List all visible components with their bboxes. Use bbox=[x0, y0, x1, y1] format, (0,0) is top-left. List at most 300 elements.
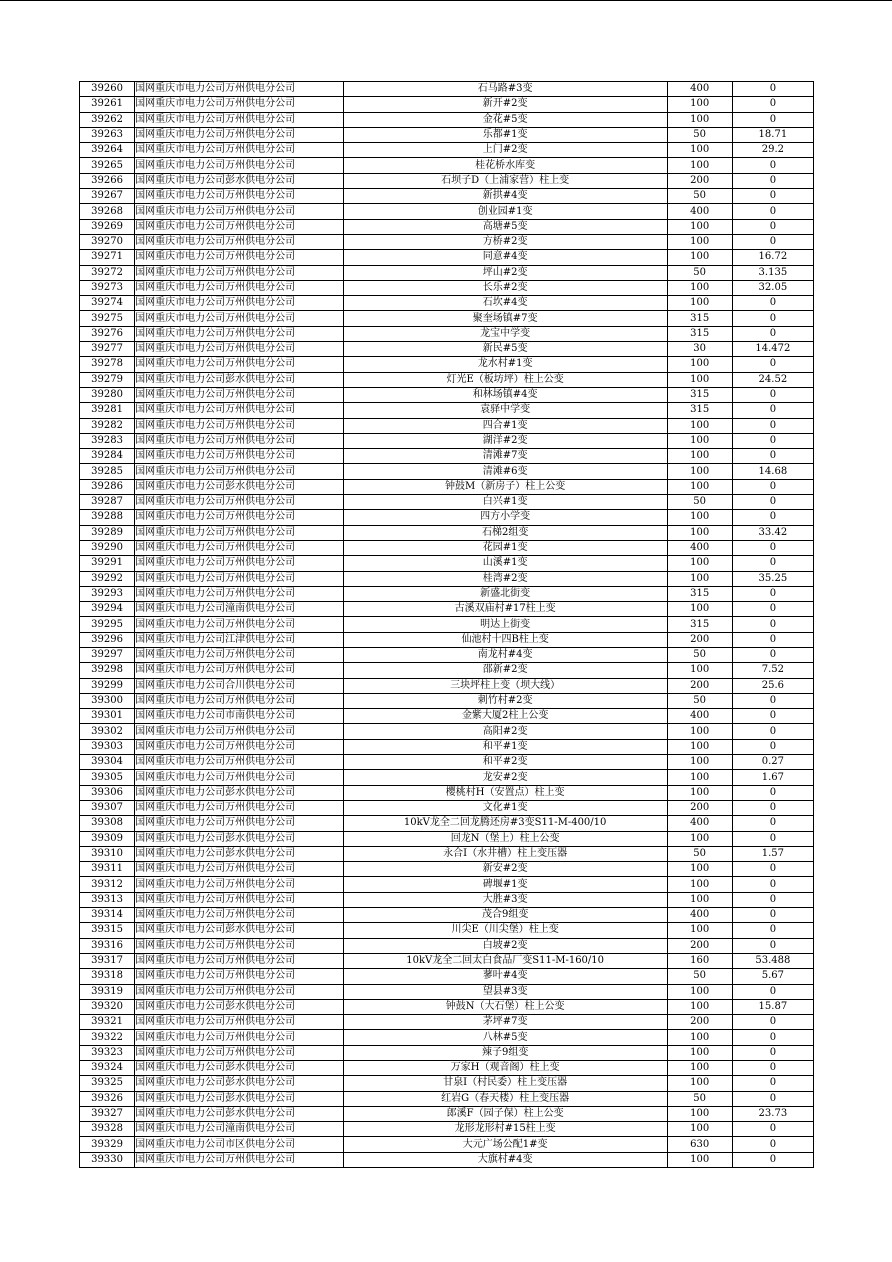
value-cell: 0 bbox=[732, 785, 813, 800]
row-id-cell: 39309 bbox=[80, 831, 135, 846]
company-cell: 国网重庆市电力公司万州供电分公司 bbox=[135, 265, 344, 280]
capacity-cell: 100 bbox=[667, 1152, 732, 1167]
table-row bbox=[80, 265, 814, 280]
transformer-name-cell: 樱桃村H（安置点）柱上变 bbox=[343, 785, 667, 800]
company-cell: 国网重庆市电力公司万州供电分公司 bbox=[135, 449, 344, 464]
table-row bbox=[80, 1045, 814, 1060]
capacity-cell: 100 bbox=[667, 357, 732, 372]
capacity-cell: 315 bbox=[667, 403, 732, 418]
capacity-cell: 100 bbox=[667, 892, 732, 907]
company-cell: 国网重庆市电力公司万州供电分公司 bbox=[135, 586, 344, 601]
capacity-cell: 100 bbox=[667, 877, 732, 892]
value-cell: 0 bbox=[732, 82, 813, 97]
company-cell: 国网重庆市电力公司万州供电分公司 bbox=[135, 816, 344, 831]
table-row bbox=[80, 892, 814, 907]
value-cell: 35.25 bbox=[732, 571, 813, 586]
company-cell: 国网重庆市电力公司万州供电分公司 bbox=[135, 877, 344, 892]
company-cell: 国网重庆市电力公司万州供电分公司 bbox=[135, 326, 344, 341]
table-row bbox=[80, 755, 814, 770]
company-cell: 国网重庆市电力公司万州供电分公司 bbox=[135, 97, 344, 112]
transformer-name-cell: 创业园#1变 bbox=[343, 204, 667, 219]
value-cell: 14.472 bbox=[732, 342, 813, 357]
transformer-name-cell: 钟鼓N（大石堡）柱上公变 bbox=[343, 999, 667, 1014]
company-cell: 国网重庆市电力公司万州供电分公司 bbox=[135, 204, 344, 219]
table-row bbox=[80, 127, 814, 142]
value-cell: 32.05 bbox=[732, 280, 813, 295]
capacity-cell: 100 bbox=[667, 219, 732, 234]
company-cell: 国网重庆市电力公司万州供电分公司 bbox=[135, 617, 344, 632]
table-row bbox=[80, 326, 814, 341]
table-row bbox=[80, 816, 814, 831]
capacity-cell: 100 bbox=[667, 433, 732, 448]
capacity-cell: 100 bbox=[667, 739, 732, 754]
row-id-cell: 39322 bbox=[80, 1030, 135, 1045]
capacity-cell: 100 bbox=[667, 571, 732, 586]
transformer-name-cell: 明达上街变 bbox=[343, 617, 667, 632]
row-id-cell: 39323 bbox=[80, 1045, 135, 1060]
capacity-cell: 400 bbox=[667, 82, 732, 97]
table-row bbox=[80, 1137, 814, 1152]
table-row bbox=[80, 433, 814, 448]
row-id-cell: 39260 bbox=[80, 82, 135, 97]
transformer-name-cell: 金紫大厦2柱上公变 bbox=[343, 709, 667, 724]
table-row bbox=[80, 189, 814, 204]
transformer-name-cell: 10kV龙全二回龙腾还房#3变S11-M-400/10 bbox=[343, 816, 667, 831]
capacity-cell: 100 bbox=[667, 250, 732, 265]
company-cell: 国网重庆市电力公司潼南供电分公司 bbox=[135, 1122, 344, 1137]
table-row bbox=[80, 82, 814, 97]
transformer-name-cell: 山溪#1变 bbox=[343, 556, 667, 571]
value-cell: 0 bbox=[732, 800, 813, 815]
table-row bbox=[80, 540, 814, 555]
table-row bbox=[80, 877, 814, 892]
table-row bbox=[80, 1030, 814, 1045]
company-cell: 国网重庆市电力公司万州供电分公司 bbox=[135, 219, 344, 234]
company-cell: 国网重庆市电力公司万州供电分公司 bbox=[135, 495, 344, 510]
row-id-cell: 39326 bbox=[80, 1091, 135, 1106]
value-cell: 15.87 bbox=[732, 999, 813, 1014]
row-id-cell: 39328 bbox=[80, 1122, 135, 1137]
row-id-cell: 39305 bbox=[80, 770, 135, 785]
value-cell: 0 bbox=[732, 97, 813, 112]
company-cell: 国网重庆市电力公司彭水供电分公司 bbox=[135, 1106, 344, 1121]
company-cell: 国网重庆市电力公司彭水供电分公司 bbox=[135, 372, 344, 387]
transformer-name-cell: 新开#2变 bbox=[343, 97, 667, 112]
transformer-name-cell: 万家H（观音阁）柱上变 bbox=[343, 1061, 667, 1076]
company-cell: 国网重庆市电力公司彭水供电分公司 bbox=[135, 831, 344, 846]
capacity-cell: 100 bbox=[667, 280, 732, 295]
page-top-rule bbox=[0, 0, 892, 1]
table-row bbox=[80, 403, 814, 418]
transformer-name-cell: 新安#2变 bbox=[343, 862, 667, 877]
company-cell: 国网重庆市电力公司万州供电分公司 bbox=[135, 984, 344, 999]
transformer-name-cell: 永合I（水井槽）柱上变压器 bbox=[343, 846, 667, 861]
value-cell: 0 bbox=[732, 938, 813, 953]
row-id-cell: 39324 bbox=[80, 1061, 135, 1076]
company-cell: 国网重庆市电力公司彭水供电分公司 bbox=[135, 846, 344, 861]
value-cell: 0 bbox=[732, 892, 813, 907]
row-id-cell: 39268 bbox=[80, 204, 135, 219]
transformer-name-cell: 新盛北街变 bbox=[343, 586, 667, 601]
company-cell: 国网重庆市电力公司万州供电分公司 bbox=[135, 938, 344, 953]
table-row bbox=[80, 112, 814, 127]
transformer-name-cell: 碑堰#1变 bbox=[343, 877, 667, 892]
table-row bbox=[80, 678, 814, 693]
company-cell: 国网重庆市电力公司万州供电分公司 bbox=[135, 1045, 344, 1060]
capacity-cell: 315 bbox=[667, 617, 732, 632]
transformer-name-cell: 大旗村#4变 bbox=[343, 1152, 667, 1167]
table-row bbox=[80, 387, 814, 402]
value-cell: 0 bbox=[732, 556, 813, 571]
table-body bbox=[80, 82, 814, 1168]
transformer-name-cell: 古溪双庙村#17柱上变 bbox=[343, 602, 667, 617]
capacity-cell: 100 bbox=[667, 1076, 732, 1091]
row-id-cell: 39292 bbox=[80, 571, 135, 586]
capacity-cell: 100 bbox=[667, 479, 732, 494]
transformer-name-cell: 红岩G（春天楼）柱上变压器 bbox=[343, 1091, 667, 1106]
row-id-cell: 39278 bbox=[80, 357, 135, 372]
table-row bbox=[80, 938, 814, 953]
table-row bbox=[80, 296, 814, 311]
table-row bbox=[80, 770, 814, 785]
capacity-cell: 50 bbox=[667, 265, 732, 280]
transformer-name-cell: 长乐#2变 bbox=[343, 280, 667, 295]
row-id-cell: 39321 bbox=[80, 1015, 135, 1030]
value-cell: 0 bbox=[732, 1137, 813, 1152]
company-cell: 国网重庆市电力公司彭水供电分公司 bbox=[135, 785, 344, 800]
value-cell: 0 bbox=[732, 357, 813, 372]
value-cell: 0 bbox=[732, 923, 813, 938]
company-cell: 国网重庆市电力公司彭水供电分公司 bbox=[135, 1076, 344, 1091]
transformer-name-cell: 桂湾#2变 bbox=[343, 571, 667, 586]
table-row bbox=[80, 953, 814, 968]
value-cell: 16.72 bbox=[732, 250, 813, 265]
capacity-cell: 100 bbox=[667, 234, 732, 249]
capacity-cell: 50 bbox=[667, 647, 732, 662]
value-cell: 0 bbox=[732, 449, 813, 464]
company-cell: 国网重庆市电力公司万州供电分公司 bbox=[135, 663, 344, 678]
row-id-cell: 39297 bbox=[80, 647, 135, 662]
value-cell: 0 bbox=[732, 173, 813, 188]
company-cell: 国网重庆市电力公司彭水供电分公司 bbox=[135, 1061, 344, 1076]
company-cell: 国网重庆市电力公司万州供电分公司 bbox=[135, 112, 344, 127]
value-cell: 0 bbox=[732, 1122, 813, 1137]
table-row bbox=[80, 204, 814, 219]
transformer-name-cell: 和林场镇#4变 bbox=[343, 387, 667, 402]
capacity-cell: 50 bbox=[667, 1091, 732, 1106]
row-id-cell: 39271 bbox=[80, 250, 135, 265]
value-cell: 0 bbox=[732, 296, 813, 311]
transformer-name-cell: 望县#3变 bbox=[343, 984, 667, 999]
capacity-cell: 50 bbox=[667, 846, 732, 861]
company-cell: 国网重庆市电力公司万州供电分公司 bbox=[135, 403, 344, 418]
capacity-cell: 100 bbox=[667, 1122, 732, 1137]
value-cell: 18.71 bbox=[732, 127, 813, 142]
table-row bbox=[80, 1061, 814, 1076]
transformer-name-cell: 仙池村十四B柱上变 bbox=[343, 632, 667, 647]
value-cell: 0 bbox=[732, 586, 813, 601]
transformer-name-cell: 回龙N（堡上）柱上公变 bbox=[343, 831, 667, 846]
row-id-cell: 39290 bbox=[80, 540, 135, 555]
value-cell: 0 bbox=[732, 510, 813, 525]
value-cell: 0 bbox=[732, 1076, 813, 1091]
capacity-cell: 50 bbox=[667, 127, 732, 142]
transformer-name-cell: 龙宝中学变 bbox=[343, 326, 667, 341]
company-cell: 国网重庆市电力公司万州供电分公司 bbox=[135, 250, 344, 265]
table-row bbox=[80, 969, 814, 984]
table-row bbox=[80, 1015, 814, 1030]
row-id-cell: 39319 bbox=[80, 984, 135, 999]
transformer-name-cell: 花园#1变 bbox=[343, 540, 667, 555]
table-row bbox=[80, 602, 814, 617]
value-cell: 3.135 bbox=[732, 265, 813, 280]
row-id-cell: 39270 bbox=[80, 234, 135, 249]
capacity-cell: 50 bbox=[667, 969, 732, 984]
row-id-cell: 39279 bbox=[80, 372, 135, 387]
table-row bbox=[80, 1152, 814, 1167]
row-id-cell: 39294 bbox=[80, 602, 135, 617]
row-id-cell: 39284 bbox=[80, 449, 135, 464]
row-id-cell: 39273 bbox=[80, 280, 135, 295]
transformer-name-cell: 南龙村#4变 bbox=[343, 647, 667, 662]
value-cell: 0 bbox=[732, 1061, 813, 1076]
transformer-name-cell: 茂合9组变 bbox=[343, 908, 667, 923]
row-id-cell: 39296 bbox=[80, 632, 135, 647]
transformer-name-cell: 新拱#4变 bbox=[343, 189, 667, 204]
transformer-name-cell: 大元广场公配1#变 bbox=[343, 1137, 667, 1152]
table-row bbox=[80, 495, 814, 510]
transformer-name-cell: 石梯2组变 bbox=[343, 525, 667, 540]
company-cell: 国网重庆市电力公司万州供电分公司 bbox=[135, 908, 344, 923]
table-row bbox=[80, 357, 814, 372]
company-cell: 国网重庆市电力公司万州供电分公司 bbox=[135, 387, 344, 402]
company-cell: 国网重庆市电力公司万州供电分公司 bbox=[135, 739, 344, 754]
company-cell: 国网重庆市电力公司万州供电分公司 bbox=[135, 510, 344, 525]
row-id-cell: 39289 bbox=[80, 525, 135, 540]
table-row bbox=[80, 342, 814, 357]
row-id-cell: 39283 bbox=[80, 433, 135, 448]
transformer-name-cell: 白兴#1变 bbox=[343, 495, 667, 510]
value-cell: 0 bbox=[732, 403, 813, 418]
transformer-name-cell: 甘泉I（村民委）柱上变压器 bbox=[343, 1076, 667, 1091]
transformer-name-cell: 同意#4变 bbox=[343, 250, 667, 265]
capacity-cell: 200 bbox=[667, 632, 732, 647]
company-cell: 国网重庆市电力公司万州供电分公司 bbox=[135, 189, 344, 204]
transformer-name-cell: 文化#1变 bbox=[343, 800, 667, 815]
value-cell: 53.488 bbox=[732, 953, 813, 968]
transformer-name-cell: 石马路#3变 bbox=[343, 82, 667, 97]
value-cell: 0 bbox=[732, 647, 813, 662]
value-cell: 0 bbox=[732, 602, 813, 617]
transformer-name-cell: 茅坪#7变 bbox=[343, 1015, 667, 1030]
row-id-cell: 39282 bbox=[80, 418, 135, 433]
table-row bbox=[80, 1122, 814, 1137]
value-cell: 0 bbox=[732, 862, 813, 877]
table-row bbox=[80, 158, 814, 173]
value-cell: 5.67 bbox=[732, 969, 813, 984]
value-cell: 29.2 bbox=[732, 143, 813, 158]
row-id-cell: 39291 bbox=[80, 556, 135, 571]
row-id-cell: 39280 bbox=[80, 387, 135, 402]
table-row bbox=[80, 846, 814, 861]
row-id-cell: 39302 bbox=[80, 724, 135, 739]
value-cell: 0 bbox=[732, 632, 813, 647]
capacity-cell: 100 bbox=[667, 1061, 732, 1076]
row-id-cell: 39316 bbox=[80, 938, 135, 953]
row-id-cell: 39295 bbox=[80, 617, 135, 632]
table-row bbox=[80, 923, 814, 938]
row-id-cell: 39303 bbox=[80, 739, 135, 754]
transformer-name-cell: 清滩#7变 bbox=[343, 449, 667, 464]
capacity-cell: 100 bbox=[667, 418, 732, 433]
table-row bbox=[80, 311, 814, 326]
row-id-cell: 39288 bbox=[80, 510, 135, 525]
table-row bbox=[80, 143, 814, 158]
capacity-cell: 100 bbox=[667, 510, 732, 525]
transformer-name-cell: 蓼叶#4变 bbox=[343, 969, 667, 984]
transformer-name-cell: 乐都#1变 bbox=[343, 127, 667, 142]
row-id-cell: 39286 bbox=[80, 479, 135, 494]
table-row bbox=[80, 724, 814, 739]
capacity-cell: 100 bbox=[667, 602, 732, 617]
value-cell: 0 bbox=[732, 908, 813, 923]
row-id-cell: 39269 bbox=[80, 219, 135, 234]
capacity-cell: 315 bbox=[667, 311, 732, 326]
table-row bbox=[80, 984, 814, 999]
value-cell: 1.57 bbox=[732, 846, 813, 861]
company-cell: 国网重庆市电力公司万州供电分公司 bbox=[135, 647, 344, 662]
capacity-cell: 630 bbox=[667, 1137, 732, 1152]
company-cell: 国网重庆市电力公司万州供电分公司 bbox=[135, 969, 344, 984]
transformer-name-cell: 10kV龙全二回太白食品厂变S11-M-160/10 bbox=[343, 953, 667, 968]
company-cell: 国网重庆市电力公司彭水供电分公司 bbox=[135, 173, 344, 188]
transformer-name-cell: 和平#1变 bbox=[343, 739, 667, 754]
company-cell: 国网重庆市电力公司万州供电分公司 bbox=[135, 296, 344, 311]
value-cell: 0 bbox=[732, 433, 813, 448]
transformer-name-cell: 郎溪F（园子保）柱上公变 bbox=[343, 1106, 667, 1121]
value-cell: 0 bbox=[732, 877, 813, 892]
row-id-cell: 39310 bbox=[80, 846, 135, 861]
table-row bbox=[80, 1076, 814, 1091]
capacity-cell: 100 bbox=[667, 923, 732, 938]
row-id-cell: 39318 bbox=[80, 969, 135, 984]
capacity-cell: 160 bbox=[667, 953, 732, 968]
row-id-cell: 39320 bbox=[80, 999, 135, 1014]
capacity-cell: 200 bbox=[667, 938, 732, 953]
table-row bbox=[80, 693, 814, 708]
transformer-name-cell: 和平#2变 bbox=[343, 755, 667, 770]
table-row bbox=[80, 250, 814, 265]
table-row bbox=[80, 908, 814, 923]
row-id-cell: 39262 bbox=[80, 112, 135, 127]
capacity-cell: 100 bbox=[667, 724, 732, 739]
value-cell: 33.42 bbox=[732, 525, 813, 540]
capacity-cell: 100 bbox=[667, 862, 732, 877]
company-cell: 国网重庆市电力公司万州供电分公司 bbox=[135, 464, 344, 479]
value-cell: 0 bbox=[732, 387, 813, 402]
row-id-cell: 39267 bbox=[80, 189, 135, 204]
company-cell: 国网重庆市电力公司彭水供电分公司 bbox=[135, 923, 344, 938]
transformer-name-cell: 清滩#6变 bbox=[343, 464, 667, 479]
capacity-cell: 100 bbox=[667, 464, 732, 479]
row-id-cell: 39265 bbox=[80, 158, 135, 173]
table-row bbox=[80, 556, 814, 571]
transformer-name-cell: 聚奎场镇#7变 bbox=[343, 311, 667, 326]
capacity-cell: 30 bbox=[667, 342, 732, 357]
company-cell: 国网重庆市电力公司万州供电分公司 bbox=[135, 127, 344, 142]
transformer-name-cell: 新民#5变 bbox=[343, 342, 667, 357]
company-cell: 国网重庆市电力公司万州供电分公司 bbox=[135, 1152, 344, 1167]
capacity-cell: 400 bbox=[667, 540, 732, 555]
company-cell: 国网重庆市电力公司万州供电分公司 bbox=[135, 862, 344, 877]
value-cell: 1.67 bbox=[732, 770, 813, 785]
company-cell: 国网重庆市电力公司万州供电分公司 bbox=[135, 755, 344, 770]
row-id-cell: 39299 bbox=[80, 678, 135, 693]
company-cell: 国网重庆市电力公司万州供电分公司 bbox=[135, 158, 344, 173]
company-cell: 国网重庆市电力公司合川供电分公司 bbox=[135, 678, 344, 693]
capacity-cell: 100 bbox=[667, 770, 732, 785]
company-cell: 国网重庆市电力公司万州供电分公司 bbox=[135, 1015, 344, 1030]
company-cell: 国网重庆市电力公司江津供电分公司 bbox=[135, 632, 344, 647]
capacity-cell: 200 bbox=[667, 678, 732, 693]
table-row bbox=[80, 97, 814, 112]
transformer-name-cell: 辣子9组变 bbox=[343, 1045, 667, 1060]
value-cell: 0 bbox=[732, 1045, 813, 1060]
capacity-cell: 50 bbox=[667, 693, 732, 708]
value-cell: 0 bbox=[732, 1152, 813, 1167]
company-cell: 国网重庆市电力公司市南供电分公司 bbox=[135, 709, 344, 724]
transformer-name-cell: 方桥#2变 bbox=[343, 234, 667, 249]
table-row bbox=[80, 709, 814, 724]
capacity-cell: 100 bbox=[667, 296, 732, 311]
company-cell: 国网重庆市电力公司万州供电分公司 bbox=[135, 953, 344, 968]
transformer-name-cell: 石坎#4变 bbox=[343, 296, 667, 311]
capacity-cell: 200 bbox=[667, 800, 732, 815]
table-row bbox=[80, 586, 814, 601]
row-id-cell: 39285 bbox=[80, 464, 135, 479]
value-cell: 0 bbox=[732, 831, 813, 846]
company-cell: 国网重庆市电力公司万州供电分公司 bbox=[135, 724, 344, 739]
capacity-cell: 50 bbox=[667, 495, 732, 510]
transformer-name-cell: 湖洋#2变 bbox=[343, 433, 667, 448]
table-row bbox=[80, 831, 814, 846]
table-row bbox=[80, 525, 814, 540]
value-cell: 0 bbox=[732, 984, 813, 999]
capacity-cell: 315 bbox=[667, 387, 732, 402]
row-id-cell: 39315 bbox=[80, 923, 135, 938]
transformer-name-cell: 石坝子D（上浦家营）柱上变 bbox=[343, 173, 667, 188]
transformer-name-cell: 高塘#5变 bbox=[343, 219, 667, 234]
capacity-cell: 200 bbox=[667, 173, 732, 188]
row-id-cell: 39274 bbox=[80, 296, 135, 311]
value-cell: 0 bbox=[732, 189, 813, 204]
row-id-cell: 39317 bbox=[80, 953, 135, 968]
transformer-name-cell: 龙水村#1变 bbox=[343, 357, 667, 372]
company-cell: 国网重庆市电力公司万州供电分公司 bbox=[135, 234, 344, 249]
value-cell: 0 bbox=[732, 1015, 813, 1030]
company-cell: 国网重庆市电力公司市区供电分公司 bbox=[135, 1137, 344, 1152]
table-row bbox=[80, 999, 814, 1014]
table-row bbox=[80, 862, 814, 877]
capacity-cell: 400 bbox=[667, 816, 732, 831]
row-id-cell: 39307 bbox=[80, 800, 135, 815]
capacity-cell: 100 bbox=[667, 372, 732, 387]
table-row bbox=[80, 739, 814, 754]
table-row bbox=[80, 1091, 814, 1106]
row-id-cell: 39311 bbox=[80, 862, 135, 877]
company-cell: 国网重庆市电力公司万州供电分公司 bbox=[135, 82, 344, 97]
row-id-cell: 39275 bbox=[80, 311, 135, 326]
